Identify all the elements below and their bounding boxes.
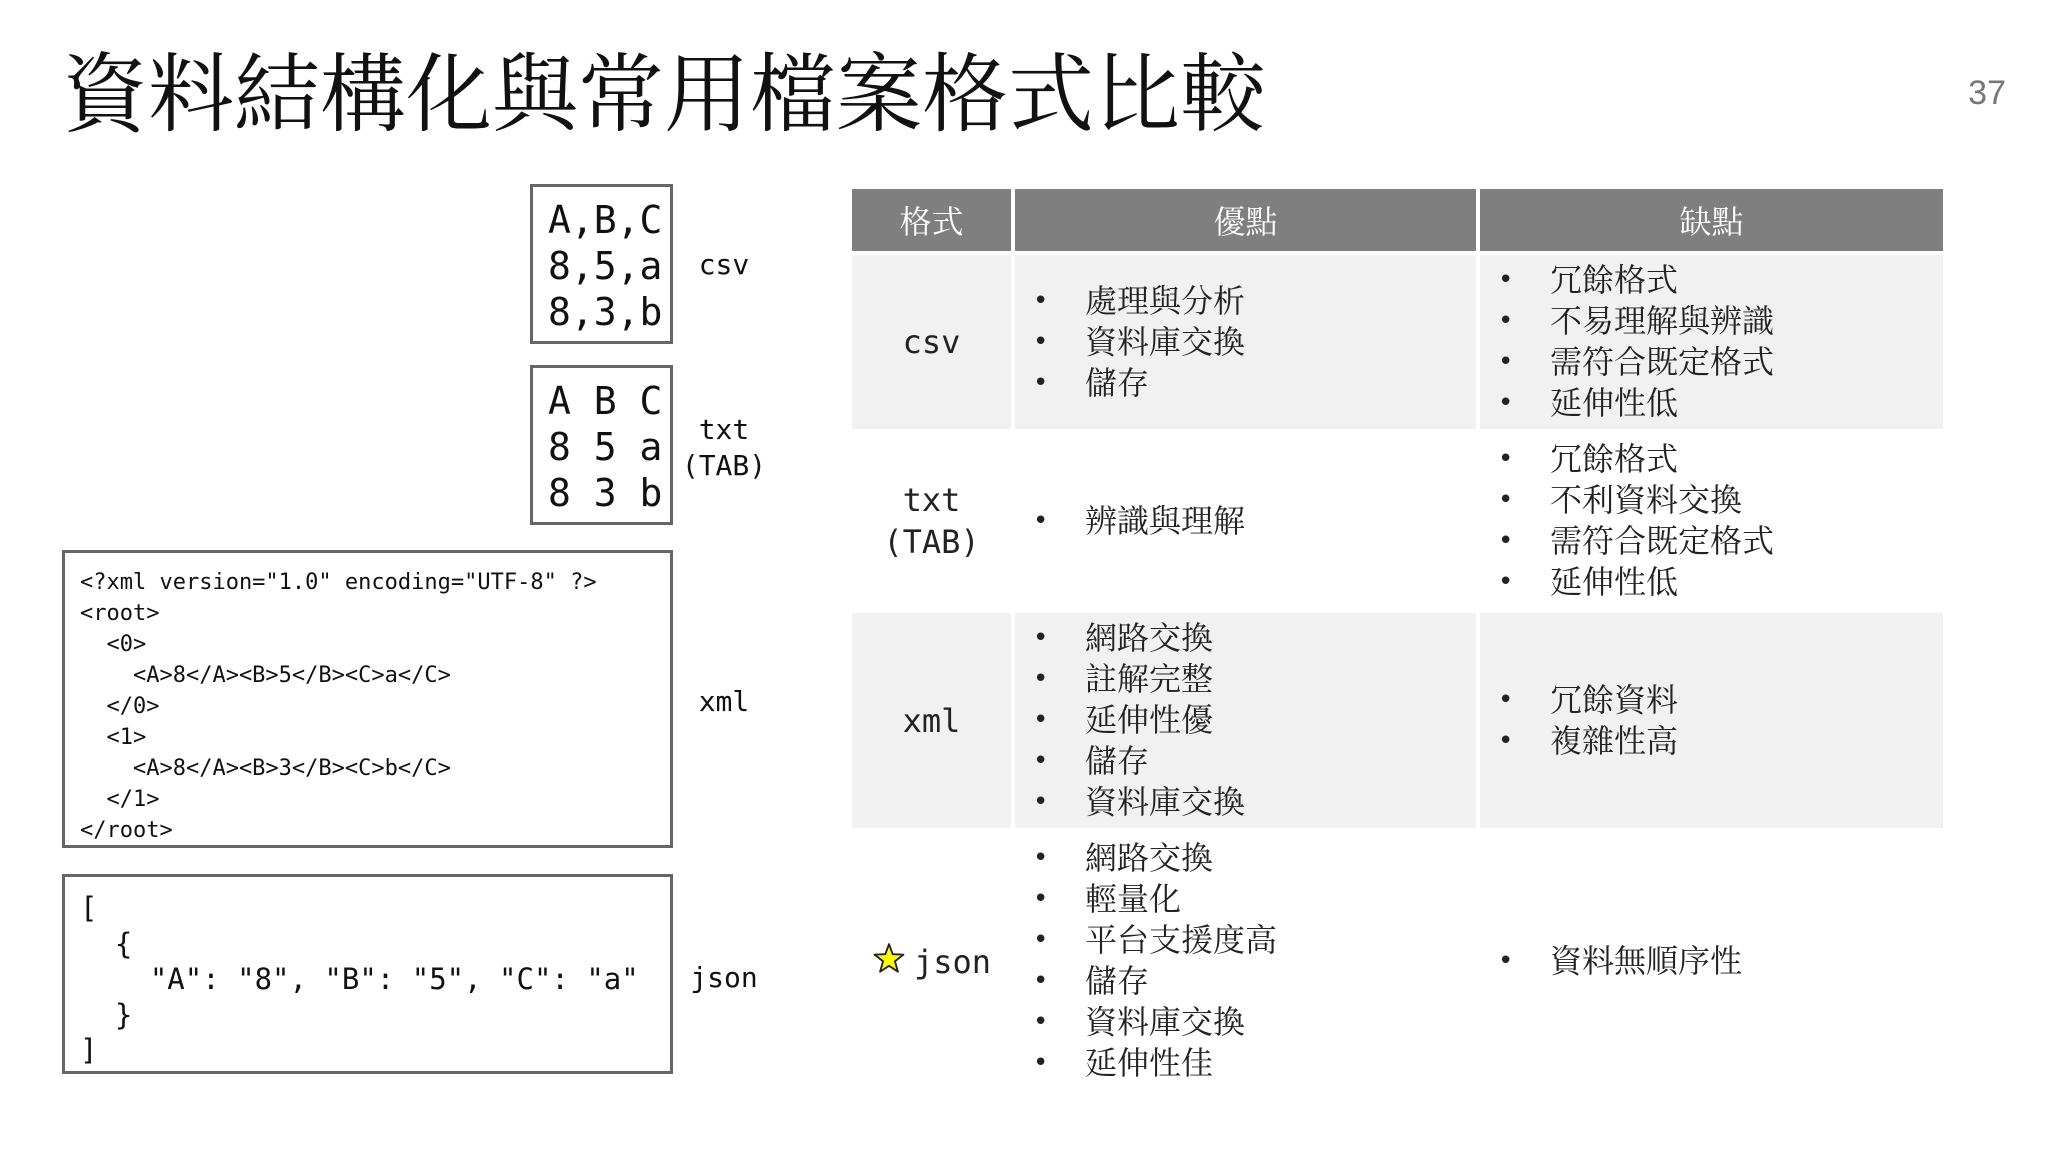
table-row-json (852, 830, 1943, 1090)
header-cons: 缺點 (1478, 189, 1943, 253)
cons-list (1480, 941, 1943, 982)
table-row-txt (852, 431, 1943, 611)
json-sample-box (62, 874, 673, 1074)
list-item: • 延伸性低 (1498, 383, 1943, 424)
list-item: • 辨識與理解 (1033, 501, 1476, 542)
format-cell: xml (852, 611, 1013, 830)
list-item: • 處理與分析 (1033, 281, 1476, 322)
list-item: • 延伸性佳 (1033, 1043, 1476, 1084)
format-cell: csv (852, 253, 1013, 431)
pros-cell (1013, 431, 1478, 611)
list-item: • 儲存 (1033, 961, 1476, 1002)
list-item: • 不利資料交換 (1498, 480, 1943, 521)
comparison-table (852, 189, 1943, 1090)
list-item: • 網路交換 (1033, 838, 1476, 879)
list-item: • 延伸性優 (1033, 700, 1476, 741)
list-item: • 儲存 (1033, 741, 1476, 782)
cons-cell (1478, 611, 1943, 830)
list-item: • 資料庫交換 (1033, 322, 1476, 363)
csv-sample-code: A,B,C 8,5,a 8,3,b (548, 198, 663, 334)
list-item: • 資料庫交換 (1033, 1002, 1476, 1043)
csv-sample-label: csv (698, 248, 750, 281)
cons-list (1480, 439, 1943, 603)
list-item: • 註解完整 (1033, 659, 1476, 700)
list-item: • 網路交換 (1033, 618, 1476, 659)
list-item: • 資料無順序性 (1498, 941, 1943, 982)
list-item: • 不易理解與辨識 (1498, 301, 1943, 342)
csv-sample-box (530, 184, 673, 344)
table-row-xml (852, 611, 1943, 830)
format-cell: txt (TAB) (852, 431, 1013, 611)
pros-list (1015, 618, 1476, 823)
cons-list (1480, 260, 1943, 424)
txt-sample-code: A B C 8 5 a 8 3 b (548, 379, 663, 515)
json-sample-code: [ { "A": "8", "B": "5", "C": "a" } ] (80, 891, 639, 1067)
list-item: • 輕量化 (1033, 879, 1476, 920)
list-item: • 需符合既定格式 (1498, 342, 1943, 383)
list-item: • 儲存 (1033, 363, 1476, 404)
table-row-csv (852, 253, 1943, 431)
format-label: json (913, 942, 992, 981)
pros-cell (1013, 253, 1478, 431)
list-item: • 冗餘資料 (1498, 680, 1943, 721)
header-pros: 優點 (1013, 189, 1478, 253)
xml-sample-code: <?xml version="1.0" encoding="UTF-8" ?> <root> <0> <A>8</A><B>5</B><C>a</C> </0> <1> <A>8</A><B>3</B><C>b</C> </1> </root> (80, 570, 597, 843)
pros-list (1015, 838, 1476, 1084)
cons-list (1480, 680, 1943, 762)
list-item: • 冗餘格式 (1498, 439, 1943, 480)
cons-cell (1478, 830, 1943, 1090)
list-item: • 延伸性低 (1498, 562, 1943, 603)
pros-list (1015, 501, 1476, 542)
slide-title: 資料結構化與常用檔案格式比較 (62, 45, 1266, 145)
pros-list (1015, 281, 1476, 404)
xml-sample-box (62, 550, 673, 848)
pros-cell (1013, 611, 1478, 830)
list-item: • 需符合既定格式 (1498, 521, 1943, 562)
list-item: • 冗餘格式 (1498, 260, 1943, 301)
header-format: 格式 (852, 189, 1013, 253)
list-item: • 資料庫交換 (1033, 782, 1476, 823)
cons-cell (1478, 431, 1943, 611)
star-icon (872, 942, 906, 976)
pros-cell (1013, 830, 1478, 1090)
cons-cell (1478, 253, 1943, 431)
table-header-row (852, 189, 1943, 253)
format-cell (852, 830, 1013, 1090)
page-number: 37 (1968, 74, 2006, 112)
json-sample-label: json (690, 961, 758, 994)
list-item: • 複雜性高 (1498, 721, 1943, 762)
txt-sample-box (530, 365, 673, 525)
txt-sample-label: txt (TAB) (681, 413, 767, 482)
xml-sample-label: xml (698, 685, 750, 718)
list-item: • 平台支援度高 (1033, 920, 1476, 961)
